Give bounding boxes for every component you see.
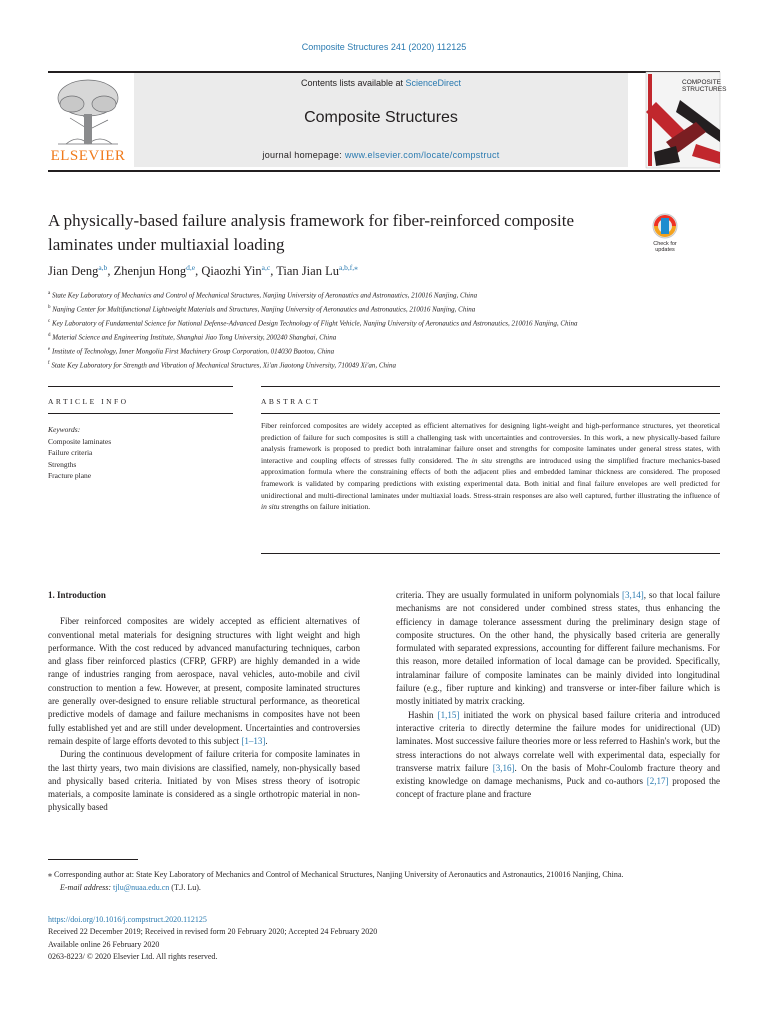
article-info-rule-bottom — [48, 413, 233, 414]
body-paragraph: During the continuous development of failure criteria for composite laminates in the last thirty years, two main divisions are classified, namely, non-physically based and physically based criteria. Initiated by von Mises stress theory of isotropic materials, a composite laminate is considered as a single orthotropic material in non-physically based — [48, 749, 360, 813]
journal-homepage — [134, 150, 628, 160]
affiliation-item — [48, 344, 648, 358]
online-date: Available online 26 February 2020 — [48, 939, 160, 949]
article-info-rule-top — [48, 386, 233, 387]
journal-title: Composite Structures — [304, 109, 458, 126]
affiliation-text: Key Laboratory of Fundamental Science for National Defense-Advanced Design Technology of Flight Vehicle, Nanjing University of Aeronautics and Astronautics, 210016 Nanjing, China — [51, 319, 578, 328]
abstract-rule-end — [261, 553, 720, 554]
email-line: E-mail address: tjlu@nuaa.edu.cn (T.J. Lu). — [60, 882, 201, 892]
affiliation-item — [48, 358, 648, 372]
affiliation-list — [48, 288, 648, 372]
corresponding-author-note: ⁎ Corresponding author at: State Key Laboratory of Mechanics and Control of Mechanical Structures, Nanjing University of Aeronautics and Astronautics, 210016 Nanjing, China. — [48, 870, 624, 879]
author-list — [48, 263, 688, 279]
body-paragraph: Hashin [1,15] initiated the work on physical based failure criteria and introduced interactive criteria to directly determine the failure modes for unidirectional (UD) laminates. Most successive failure theories more or less referred to Hashin's work, but the stress interactions do not always correlate well with experimental data, especially for transverse matrix failure [3,16]. On the basis of Mohr-Coulomb fracture theory and existing knowledge on damage mechanisms, Puck and co-authors [2,17] proposed the concept of fracture plane and fracture — [396, 709, 720, 800]
article-info-heading: ARTICLE INFO — [48, 397, 129, 406]
affiliation-text: Institute of Technology, Inner Mongolia First Machinery Group Corporation, 014030 Baotou, China — [51, 347, 335, 356]
crossmark-line2: updates — [655, 247, 675, 253]
affiliation-marker: f — [48, 360, 50, 366]
contents-prefix: Contents lists available at — [300, 78, 406, 88]
affiliation-text: Nanjing Center for Multifunctional Lightweight Materials and Structures, Nanjing University of Aeronautics and Astronautics, 210016 Nanjing, China — [52, 305, 476, 314]
abstract-heading: ABSTRACT — [261, 397, 321, 406]
keyword-item: Composite laminates — [48, 436, 112, 446]
affiliation-marker: c — [48, 318, 51, 324]
author-name[interactable]: Qiaozhi Yin — [201, 264, 262, 279]
journal-reference[interactable]: Composite Structures 241 (2020) 112125 — [301, 42, 467, 52]
keyword-item: Fracture plane — [48, 471, 92, 481]
affiliation-marker: d — [48, 332, 51, 338]
affiliation-text: Material Science and Engineering Institute, Shanghai Jiao Tong University, 200240 Shanghai, China — [52, 333, 337, 342]
body-left-column — [48, 589, 360, 815]
author-name[interactable]: Jian Deng — [48, 264, 99, 279]
copyright-line: 0263-8223/ © 2020 Elsevier Ltd. All rights reserved. — [48, 952, 218, 962]
email-link[interactable]: tjlu@nuaa.edu.cn — [113, 882, 170, 892]
cover-title-line1: COMPOSITE — [682, 79, 722, 86]
affiliation-marker: e — [48, 346, 51, 352]
body-paragraph: criteria. They are usually formulated in uniform polynomials [3,14], so that local failure mechanisms are not considered under combined stress states, thus enhancing the efficiency in damage tolerance assessment during the preliminary design stage of composite structures. On the other hand, the physically based criteria are generally formulated with separated expressions, accounting for different failure mechanisms. For this reason, more detailed information of local damage can be provided. Specifically, intralaminar failure of composite laminates can be mainly divided into longitudinal failure (e.g., fiber rupture and kinking) and transverse or inter-fiber failure which is mostly initiated by matrix cracking. — [396, 590, 720, 707]
keyword-item: Strengths — [48, 459, 77, 469]
journal-cover-thumbnail[interactable] — [646, 72, 727, 168]
author-affiliation-marker[interactable]: a,b,f,⁎ — [338, 263, 358, 272]
sciencedirect-link[interactable]: ScienceDirect — [405, 78, 462, 88]
affiliation-text: State Key Laboratory for Strength and Vibration of Mechanical Structures, Xi'an Jiaotong University, 710049 Xi'an, China — [51, 360, 396, 369]
body-right-column — [396, 589, 720, 802]
body-paragraph: Fiber reinforced composites are widely accepted as efficient alternatives of conventional metal materials for designing structures with light weight and high performance. With the cost reduced by advanced manufacturing techniques, carbon and glass fiber reinforced plastics (CFRP, GFRP) are highly demanded in a wide range of industries ranging from aerospace, naval vehicles, auto-mobile and civil construction to mention a few. However, at present, composite laminated structures are generally over-designed to ensure reliable structural performance, as theoretical predictive models of damage and failure mechanisms in composites have not been fully established yet and are still under development. Uncertainties and controversies remain despite of large efforts devoted to this subject [1–13]. — [48, 616, 360, 746]
doi-link[interactable]: https://doi.org/10.1016/j.compstruct.2020.112125 — [48, 915, 207, 924]
author-affiliation-marker[interactable]: a,b — [98, 263, 108, 272]
publication-info — [48, 914, 720, 964]
affiliation-item — [48, 316, 648, 330]
author-name[interactable]: Zhenjun Hong — [113, 264, 187, 279]
crossmark-line1: Check for — [653, 241, 677, 247]
keywords-label: Keywords: — [48, 425, 81, 434]
citation-link[interactable]: [2,17] — [646, 776, 669, 787]
footnote-rule — [48, 859, 138, 860]
publisher-wordmark[interactable]: ELSEVIER — [50, 148, 126, 164]
header-bottom-rule — [48, 170, 720, 172]
author-name[interactable]: Tian Jian Lu — [276, 264, 339, 279]
received-dates: Received 22 December 2019; Received in revised form 20 February 2020; Accepted 24 February 2020 — [48, 927, 378, 937]
author-affiliation-marker[interactable]: a,c — [261, 263, 271, 272]
article-title: A physically-based failure analysis framework for fiber-reinforced composite laminates under multiaxial loading — [48, 211, 574, 254]
cover-title-line2: STRUCTURES — [682, 86, 727, 93]
abstract-text: Fiber reinforced composites are widely accepted as efficient alternatives for designing light-weight and high-performance structures, yet theoretical prediction of failure for such composites is still a challenging task with uncertainties and controversies. In this work, a new physically-based failure analysis framework is proposed to predict both intralaminar failure onset and strengths for composite laminates under general stress states, with interactive and coupling effects of stresses fully considered. The in situ strengths are introduced using the simplified fracture mechanics-based approximation formula where the constraining effects of both the adjacent plies and embedded laminar thickness are considered. The proposed framework is validated by comparing predictions with existing experimental data. Both initial and final failure envelopes are well predicted for unidirectional and multi-directional laminates under multiaxial loads. Stress-strain responses are also well captured, further illustrating the influence of in situ strengths on failure initiation. — [261, 421, 720, 512]
contents-line — [134, 78, 628, 88]
abstract-rule-top — [261, 386, 720, 387]
author-affiliation-marker[interactable]: d,e — [186, 263, 196, 272]
abstract-rule-bottom — [261, 413, 720, 414]
author-separator: , — [195, 264, 202, 279]
affiliation-item — [48, 302, 648, 316]
citation-link[interactable]: [1,15] — [437, 709, 460, 720]
affiliation-text: State Key Laboratory of Mechanics and Control of Mechanical Structures, Nanjing University of Aeronautics and Astronautics, 210016 Nanjing, China — [51, 291, 478, 300]
affiliation-item — [48, 288, 648, 302]
citation-link[interactable]: [3,16] — [492, 762, 515, 773]
keyword-item: Failure criteria — [48, 448, 93, 458]
affiliation-marker: a — [48, 291, 51, 296]
affiliation-marker: b — [48, 304, 51, 310]
homepage-prefix: journal homepage: — [262, 150, 345, 160]
check-for-updates-icon[interactable] — [646, 212, 684, 256]
citation-link[interactable]: [1–13] — [241, 735, 266, 746]
citation-link[interactable]: [3,14] — [622, 590, 644, 600]
author-separator: , — [107, 264, 114, 279]
section-heading-introduction: 1. Introduction — [48, 590, 106, 600]
keywords-block — [48, 424, 228, 482]
homepage-link[interactable]: www.elsevier.com/locate/compstruct — [344, 150, 500, 160]
author-separator: , — [270, 264, 277, 279]
corresponding-author-footnote — [48, 869, 720, 894]
affiliation-item — [48, 330, 648, 344]
